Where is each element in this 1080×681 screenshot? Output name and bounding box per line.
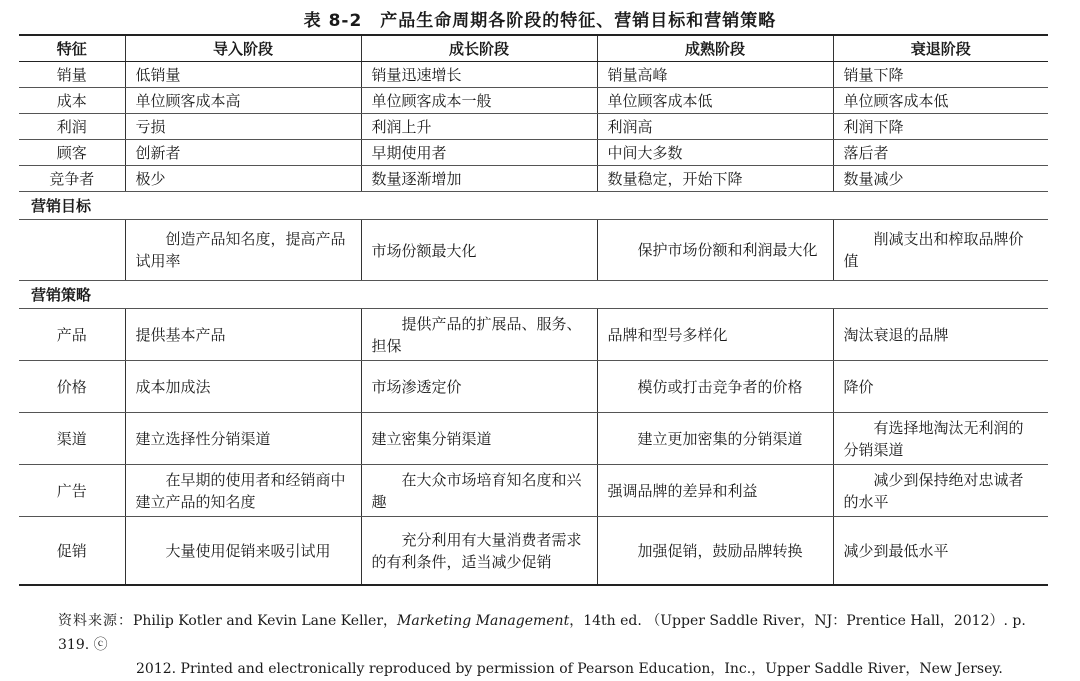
table-cell: 提供基本产品 xyxy=(125,309,361,361)
table-row xyxy=(19,114,1048,140)
column-header: 导入阶段 xyxy=(125,35,361,62)
source-book-title: Marketing Management xyxy=(397,613,570,629)
section-heading-row xyxy=(19,281,1048,309)
table-cell: 品牌和型号多样化 xyxy=(597,309,833,361)
table-cell: 早期使用者 xyxy=(361,140,597,166)
table-cell: 减少到最低水平 xyxy=(833,517,1048,586)
column-header: 特征 xyxy=(19,35,125,62)
lifecycle-table xyxy=(19,34,1048,586)
table-cell: 创造产品知名度，提高产品试用率 xyxy=(125,220,361,281)
column-header: 衰退阶段 xyxy=(833,35,1048,62)
table-cell: 建立更加密集的分销渠道 xyxy=(597,413,833,465)
table-row xyxy=(19,361,1048,413)
table-row xyxy=(19,220,1048,281)
table-cell: 数量逐渐增加 xyxy=(361,166,597,192)
table-title: 表 8-2 产品生命周期各阶段的特征、营销目标和营销策略 xyxy=(303,11,777,31)
table-cell: 销量迅速增长 xyxy=(361,62,597,88)
row-label: 价格 xyxy=(19,361,125,413)
table-row xyxy=(19,140,1048,166)
table-cell: 销量下降 xyxy=(833,62,1048,88)
table-cell: 模仿或打击竞争者的价格 xyxy=(597,361,833,413)
table-row xyxy=(19,62,1048,88)
table-cell: 数量减少 xyxy=(833,166,1048,192)
table-cell: 创新者 xyxy=(125,140,361,166)
row-label: 成本 xyxy=(19,88,125,114)
table-cell: 单位顾客成本低 xyxy=(597,88,833,114)
table-cell: 强调品牌的差异和利益 xyxy=(597,465,833,517)
source-details: ，14th ed. （Upper Saddle River，NJ：Prentice Hall，2012）. p. 319. ⓒ xyxy=(58,613,1026,653)
table-cell: 单位顾客成本高 xyxy=(125,88,361,114)
table-row xyxy=(19,309,1048,361)
section-heading: 营销目标 xyxy=(19,192,1048,220)
row-label: 竞争者 xyxy=(19,166,125,192)
column-header: 成长阶段 xyxy=(361,35,597,62)
row-label: 销量 xyxy=(19,62,125,88)
source-label: 资料来源： xyxy=(58,613,133,629)
table-row xyxy=(19,166,1048,192)
table-row xyxy=(19,413,1048,465)
table-cell: 大量使用促销来吸引试用 xyxy=(125,517,361,586)
table-cell: 在大众市场培育知名度和兴趣 xyxy=(361,465,597,517)
table-row xyxy=(19,465,1048,517)
table-cell: 极少 xyxy=(125,166,361,192)
table-cell: 保护市场份额和利润最大化 xyxy=(597,220,833,281)
table-cell: 单位顾客成本一般 xyxy=(361,88,597,114)
table-row xyxy=(19,88,1048,114)
table-cell: 低销量 xyxy=(125,62,361,88)
table-row xyxy=(19,517,1048,586)
column-header: 成熟阶段 xyxy=(597,35,833,62)
table-cell: 有选择地淘汰无利润的分销渠道 xyxy=(833,413,1048,465)
table-cell: 充分利用有大量消费者需求的有利条件，适当减少促销 xyxy=(361,517,597,586)
table-cell: 数量稳定，开始下降 xyxy=(597,166,833,192)
table-cell: 利润下降 xyxy=(833,114,1048,140)
source-note xyxy=(58,609,1048,681)
row-label: 促销 xyxy=(19,517,125,586)
table-cell: 单位顾客成本低 xyxy=(833,88,1048,114)
table-cell: 加强促销，鼓励品牌转换 xyxy=(597,517,833,586)
table-cell: 降价 xyxy=(833,361,1048,413)
table-cell: 建立密集分销渠道 xyxy=(361,413,597,465)
row-label xyxy=(19,220,125,281)
section-heading: 营销策略 xyxy=(19,281,1048,309)
table-cell: 利润上升 xyxy=(361,114,597,140)
table-cell: 中间大多数 xyxy=(597,140,833,166)
table-cell: 落后者 xyxy=(833,140,1048,166)
table-cell: 在早期的使用者和经销商中建立产品的知名度 xyxy=(125,465,361,517)
table-cell: 销量高峰 xyxy=(597,62,833,88)
table-cell: 削减支出和榨取品牌价值 xyxy=(833,220,1048,281)
table-cell: 减少到保持绝对忠诚者的水平 xyxy=(833,465,1048,517)
header-row xyxy=(19,35,1048,62)
table-cell: 亏损 xyxy=(125,114,361,140)
row-label: 广告 xyxy=(19,465,125,517)
table-cell: 成本加成法 xyxy=(125,361,361,413)
row-label: 产品 xyxy=(19,309,125,361)
table-cell: 淘汰衰退的品牌 xyxy=(833,309,1048,361)
row-label: 顾客 xyxy=(19,140,125,166)
table-cell: 市场份额最大化 xyxy=(361,220,597,281)
row-label: 渠道 xyxy=(19,413,125,465)
section-heading-row xyxy=(19,192,1048,220)
table-cell: 建立选择性分销渠道 xyxy=(125,413,361,465)
source-authors: Philip Kotler and Kevin Lane Keller， xyxy=(133,613,398,629)
table-cell: 利润高 xyxy=(597,114,833,140)
source-copyright: 2012. Printed and electronically reproduced by permission of Pearson Education，Inc.，Upper Saddle River，New Jersey. xyxy=(136,661,1003,677)
table-cell: 提供产品的扩展品、服务、担保 xyxy=(361,309,597,361)
row-label: 利润 xyxy=(19,114,125,140)
table-cell: 市场渗透定价 xyxy=(361,361,597,413)
